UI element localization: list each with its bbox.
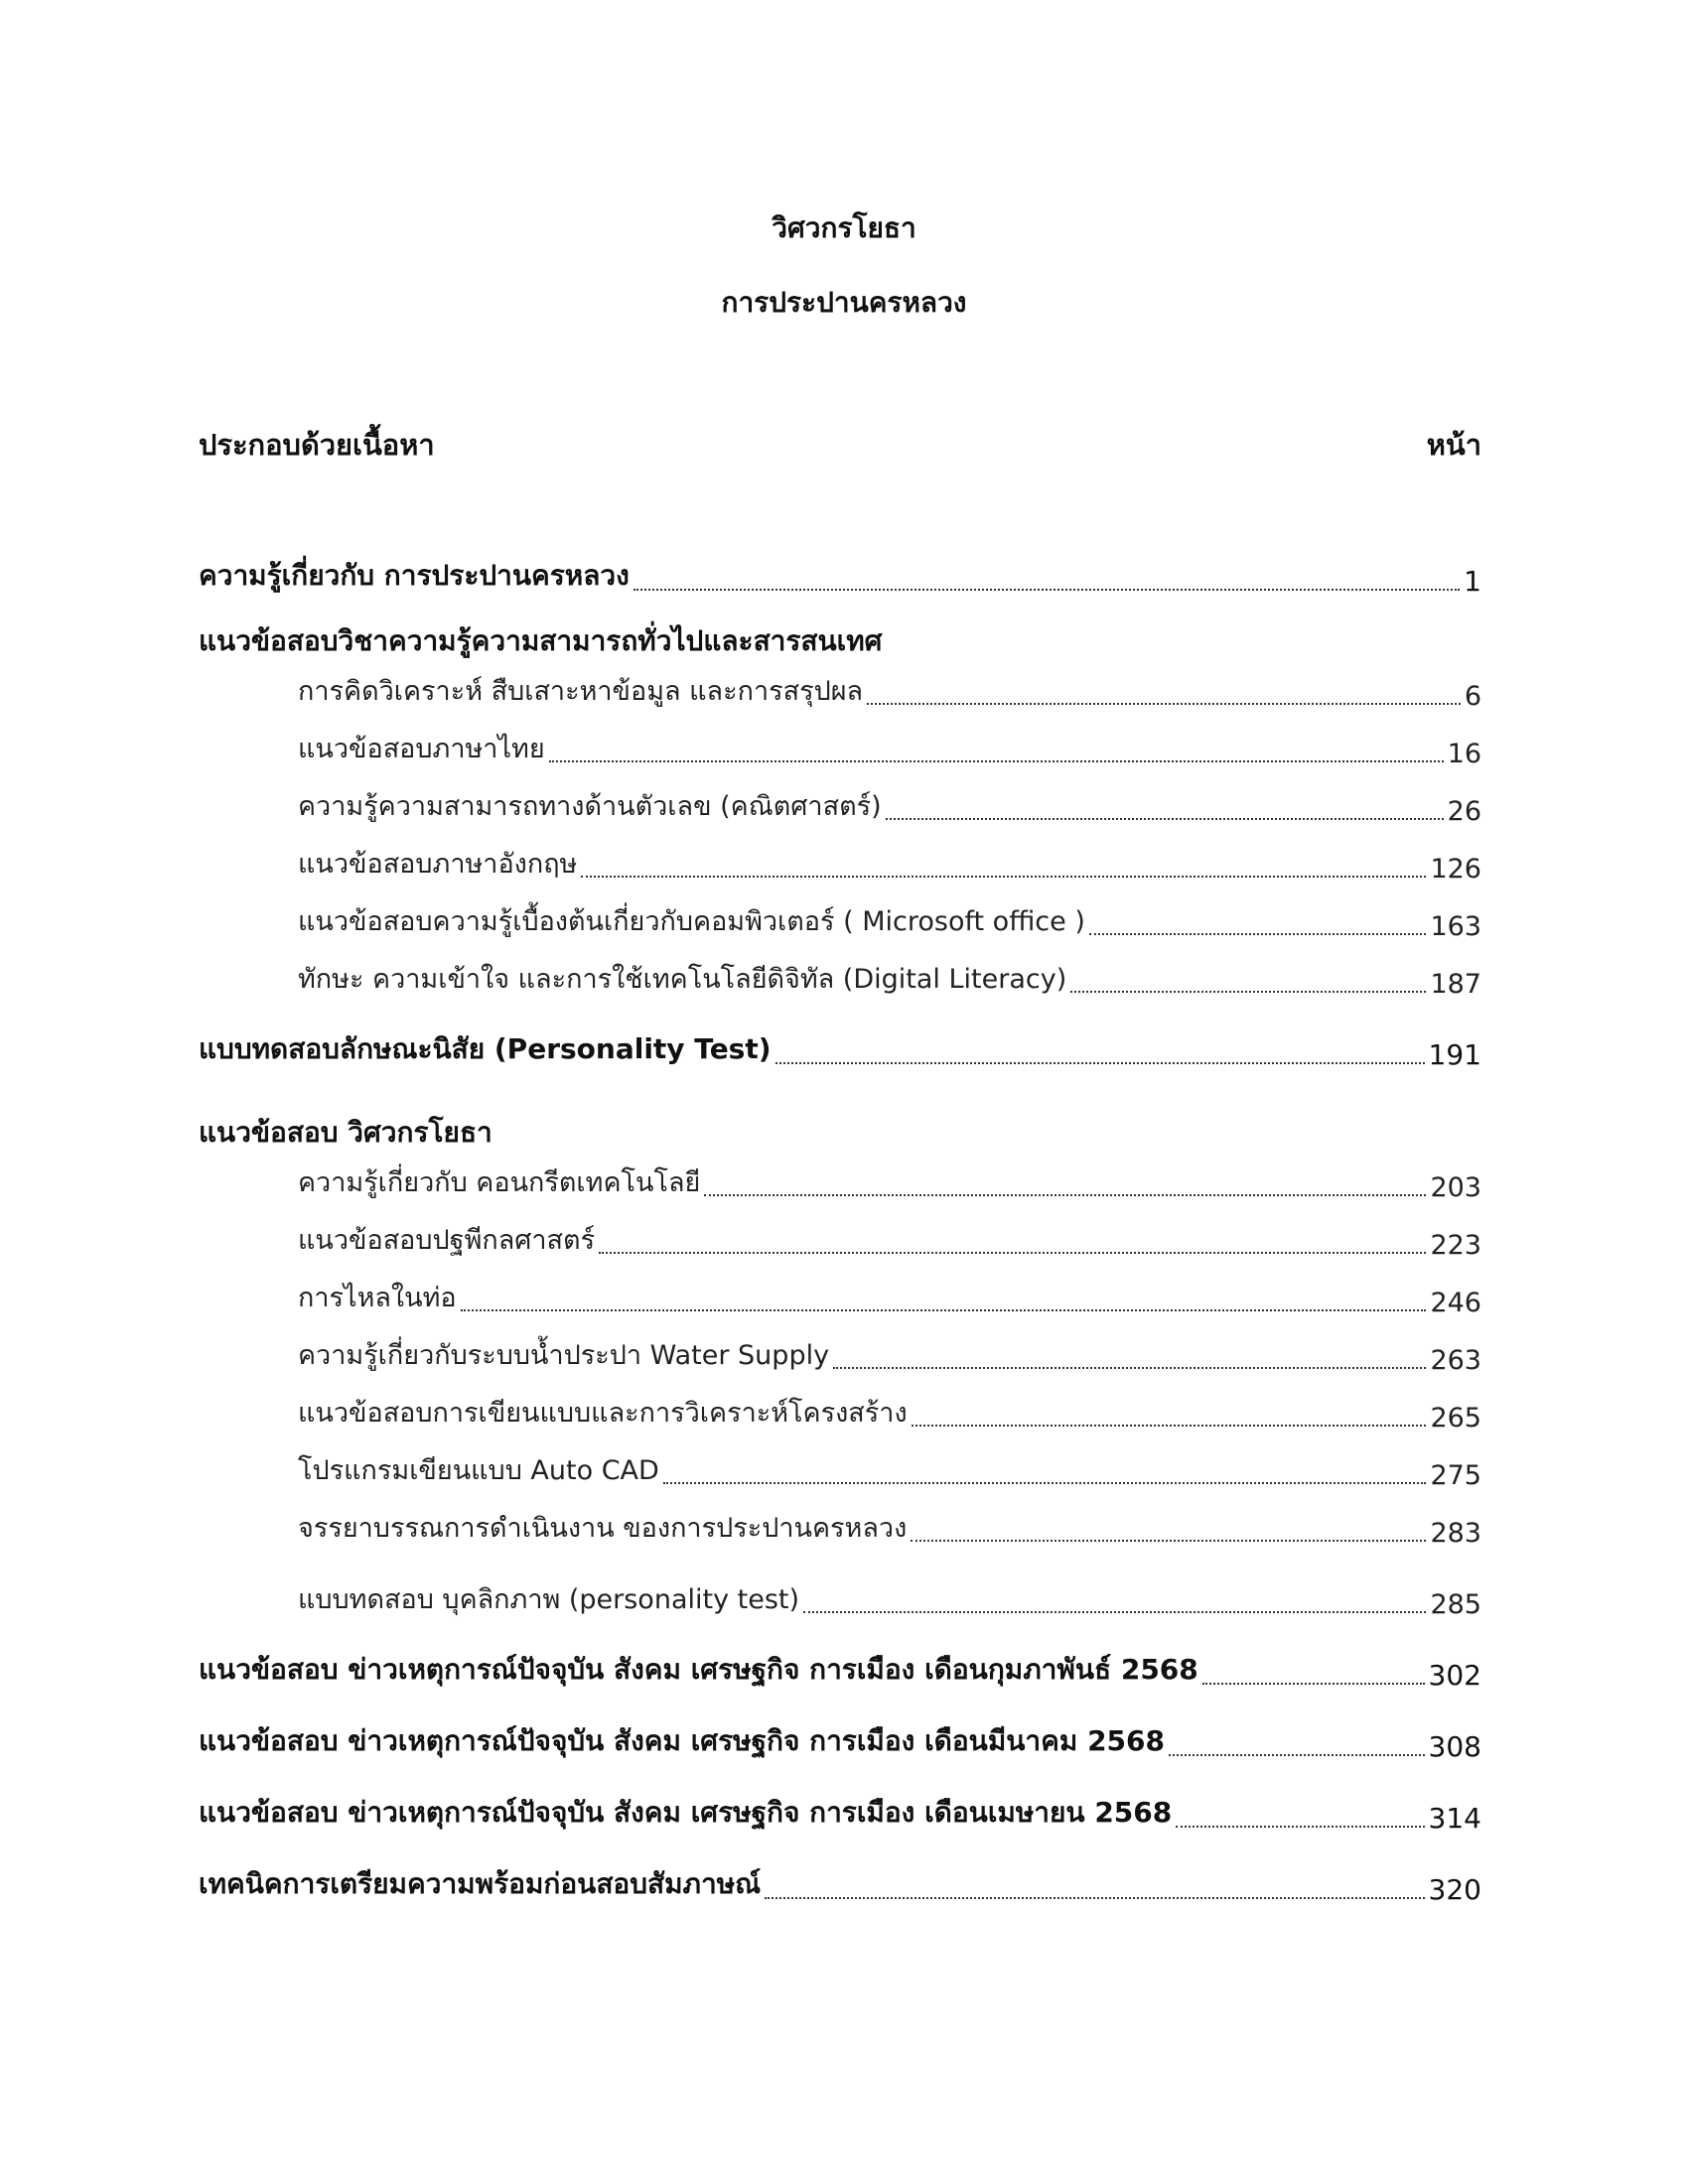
toc-entry-label: ความรู้เกี่ยวกับ คอนกรีตเทคโนโลยี <box>298 1167 701 1198</box>
toc-section-heading: แนวข้อสอบ วิศวกรโยธา <box>199 1116 492 1149</box>
toc-entry-label: แนวข้อสอบปฐพีกลศาสตร์ <box>298 1225 596 1256</box>
dot-leader <box>1089 933 1427 935</box>
toc-subentry <box>298 1221 1481 1261</box>
toc-entry <box>199 1795 1481 1835</box>
dot-leader <box>549 760 1444 762</box>
dot-leader <box>886 818 1444 820</box>
toc-entry-page: 126 <box>1430 854 1481 885</box>
toc-entry-label: เทคนิคการเตรียมความพร้อมก่อนสอบสัมภาษณ์ <box>199 1867 762 1900</box>
toc-entry-label: การคิดวิเคราะห์ สืบเสาะหาข้อมูล และการสรุปผล <box>298 676 864 707</box>
dot-leader <box>599 1252 1426 1254</box>
toc-subentry <box>298 1394 1481 1433</box>
toc-entry-label: แบบทดสอบลักษณะนิสัย (Personality Test) <box>199 1032 772 1065</box>
toc-entry-label: ทักษะ ความเข้าใจ และการใช้เทคโนโลยีดิจิทัล (Digital Literacy) <box>298 964 1067 995</box>
dot-leader <box>912 1425 1427 1427</box>
dot-leader <box>1202 1683 1425 1685</box>
toc-header-page: หน้า <box>1426 428 1481 462</box>
dot-leader <box>833 1367 1426 1369</box>
toc-entry-page: 191 <box>1428 1038 1481 1071</box>
toc-entry-page: 246 <box>1430 1288 1481 1318</box>
toc-entry-page: 203 <box>1430 1172 1481 1203</box>
toc-entry-label: การไหลในท่อ <box>298 1283 457 1313</box>
toc-entry-page: 26 <box>1447 796 1481 827</box>
toc-entry <box>199 558 1481 598</box>
toc-entry-page: 275 <box>1430 1460 1481 1491</box>
dot-leader <box>1176 1826 1424 1828</box>
toc-subentry <box>298 1509 1481 1549</box>
toc-entry-label: แบบทดสอบ บุคลิกภาพ (personality test) <box>298 1584 800 1615</box>
toc-entry-page: 302 <box>1428 1659 1481 1692</box>
dot-leader <box>633 589 1460 591</box>
toc-entry-page: 283 <box>1430 1518 1481 1549</box>
toc-entry-page: 314 <box>1428 1802 1481 1835</box>
toc-subentry <box>298 1163 1481 1203</box>
toc-section-heading: แนวข้อสอบวิชาความรู้ความสามารถทั่วไปและสารสนเทศ <box>199 624 883 657</box>
toc-entry-label: ความรู้เกี่ยวกับระบบน้ำประปา Water Supply <box>298 1340 830 1371</box>
dot-leader <box>1070 991 1426 993</box>
toc-entry-label: แนวข้อสอบ ข่าวเหตุการณ์ปัจจุบัน สังคม เศรษฐกิจ การเมือง เดือนมีนาคม 2568 <box>199 1724 1165 1757</box>
toc-subentry <box>298 1451 1481 1491</box>
toc-header-contents: ประกอบด้วยเนื้อหา <box>199 428 435 462</box>
toc-entry-label: แนวข้อสอบการเขียนแบบและการวิเคราะห์โครงสร้าง <box>298 1398 908 1429</box>
toc-entry-page: 1 <box>1464 565 1481 598</box>
dot-leader <box>765 1897 1424 1899</box>
toc-subentry <box>298 672 1481 712</box>
toc-entry-label: จรรยาบรรณการดำเนินงาน ของการประปานครหลวง <box>298 1513 908 1544</box>
dot-leader <box>803 1611 1426 1613</box>
toc-entry-label: แนวข้อสอบภาษาไทย <box>298 734 545 764</box>
toc-subentry <box>298 845 1481 885</box>
toc-entry <box>199 1866 1481 1906</box>
dot-leader <box>775 1062 1425 1064</box>
toc-entry-label: แนวข้อสอบ ข่าวเหตุการณ์ปัจจุบัน สังคม เศรษฐกิจ การเมือง เดือนกุมภาพันธ์ 2568 <box>199 1653 1198 1686</box>
toc-entry-page: 320 <box>1428 1873 1481 1906</box>
toc-entry-label: แนวข้อสอบ ข่าวเหตุการณ์ปัจจุบัน สังคม เศรษฐกิจ การเมือง เดือนเมษายน 2568 <box>199 1796 1173 1829</box>
toc-subentry <box>298 1580 1481 1620</box>
dot-leader <box>1169 1754 1425 1756</box>
toc-subentry <box>298 960 1481 1000</box>
toc-entry-page: 6 <box>1464 681 1481 712</box>
toc-entry-page: 223 <box>1430 1230 1481 1261</box>
toc-entry-page: 265 <box>1430 1403 1481 1433</box>
dot-leader <box>911 1540 1426 1542</box>
toc-entry-label: ความรู้ความสามารถทางด้านตัวเลข (คณิตศาสตร์) <box>298 791 882 822</box>
dot-leader <box>663 1482 1427 1484</box>
toc-entry-page: 308 <box>1428 1730 1481 1763</box>
toc-subentry <box>298 1279 1481 1318</box>
toc-entry-label: แนวข้อสอบภาษาอังกฤษ <box>298 849 578 880</box>
toc-entry <box>199 1723 1481 1763</box>
toc-entry-label: ความรู้เกี่ยวกับ การประปานครหลวง <box>199 559 630 592</box>
dot-leader <box>704 1194 1426 1196</box>
toc-subentry <box>298 787 1481 827</box>
toc-entry-label: โปรแกรมเขียนแบบ Auto CAD <box>298 1455 659 1486</box>
toc-entry-page: 163 <box>1430 911 1481 942</box>
toc-entry-label: แนวข้อสอบความรู้เบื้องต้นเกี่ยวกับคอมพิวเตอร์ ( Microsoft office ) <box>298 906 1085 937</box>
dot-leader <box>461 1309 1427 1311</box>
toc-subentry <box>298 1336 1481 1376</box>
document-title: วิศวกรโยธา <box>772 211 916 244</box>
dot-leader <box>867 703 1461 705</box>
dot-leader <box>581 876 1426 878</box>
toc-entry <box>199 1031 1481 1071</box>
toc-entry-page: 187 <box>1430 969 1481 1000</box>
toc-entry-page: 16 <box>1447 739 1481 769</box>
toc-entry <box>199 1652 1481 1692</box>
toc-subentry <box>298 730 1481 769</box>
toc-subentry <box>298 902 1481 942</box>
document-subtitle: การประปานครหลวง <box>721 286 967 319</box>
toc-entry-page: 263 <box>1430 1345 1481 1376</box>
toc-entry-page: 285 <box>1430 1589 1481 1620</box>
